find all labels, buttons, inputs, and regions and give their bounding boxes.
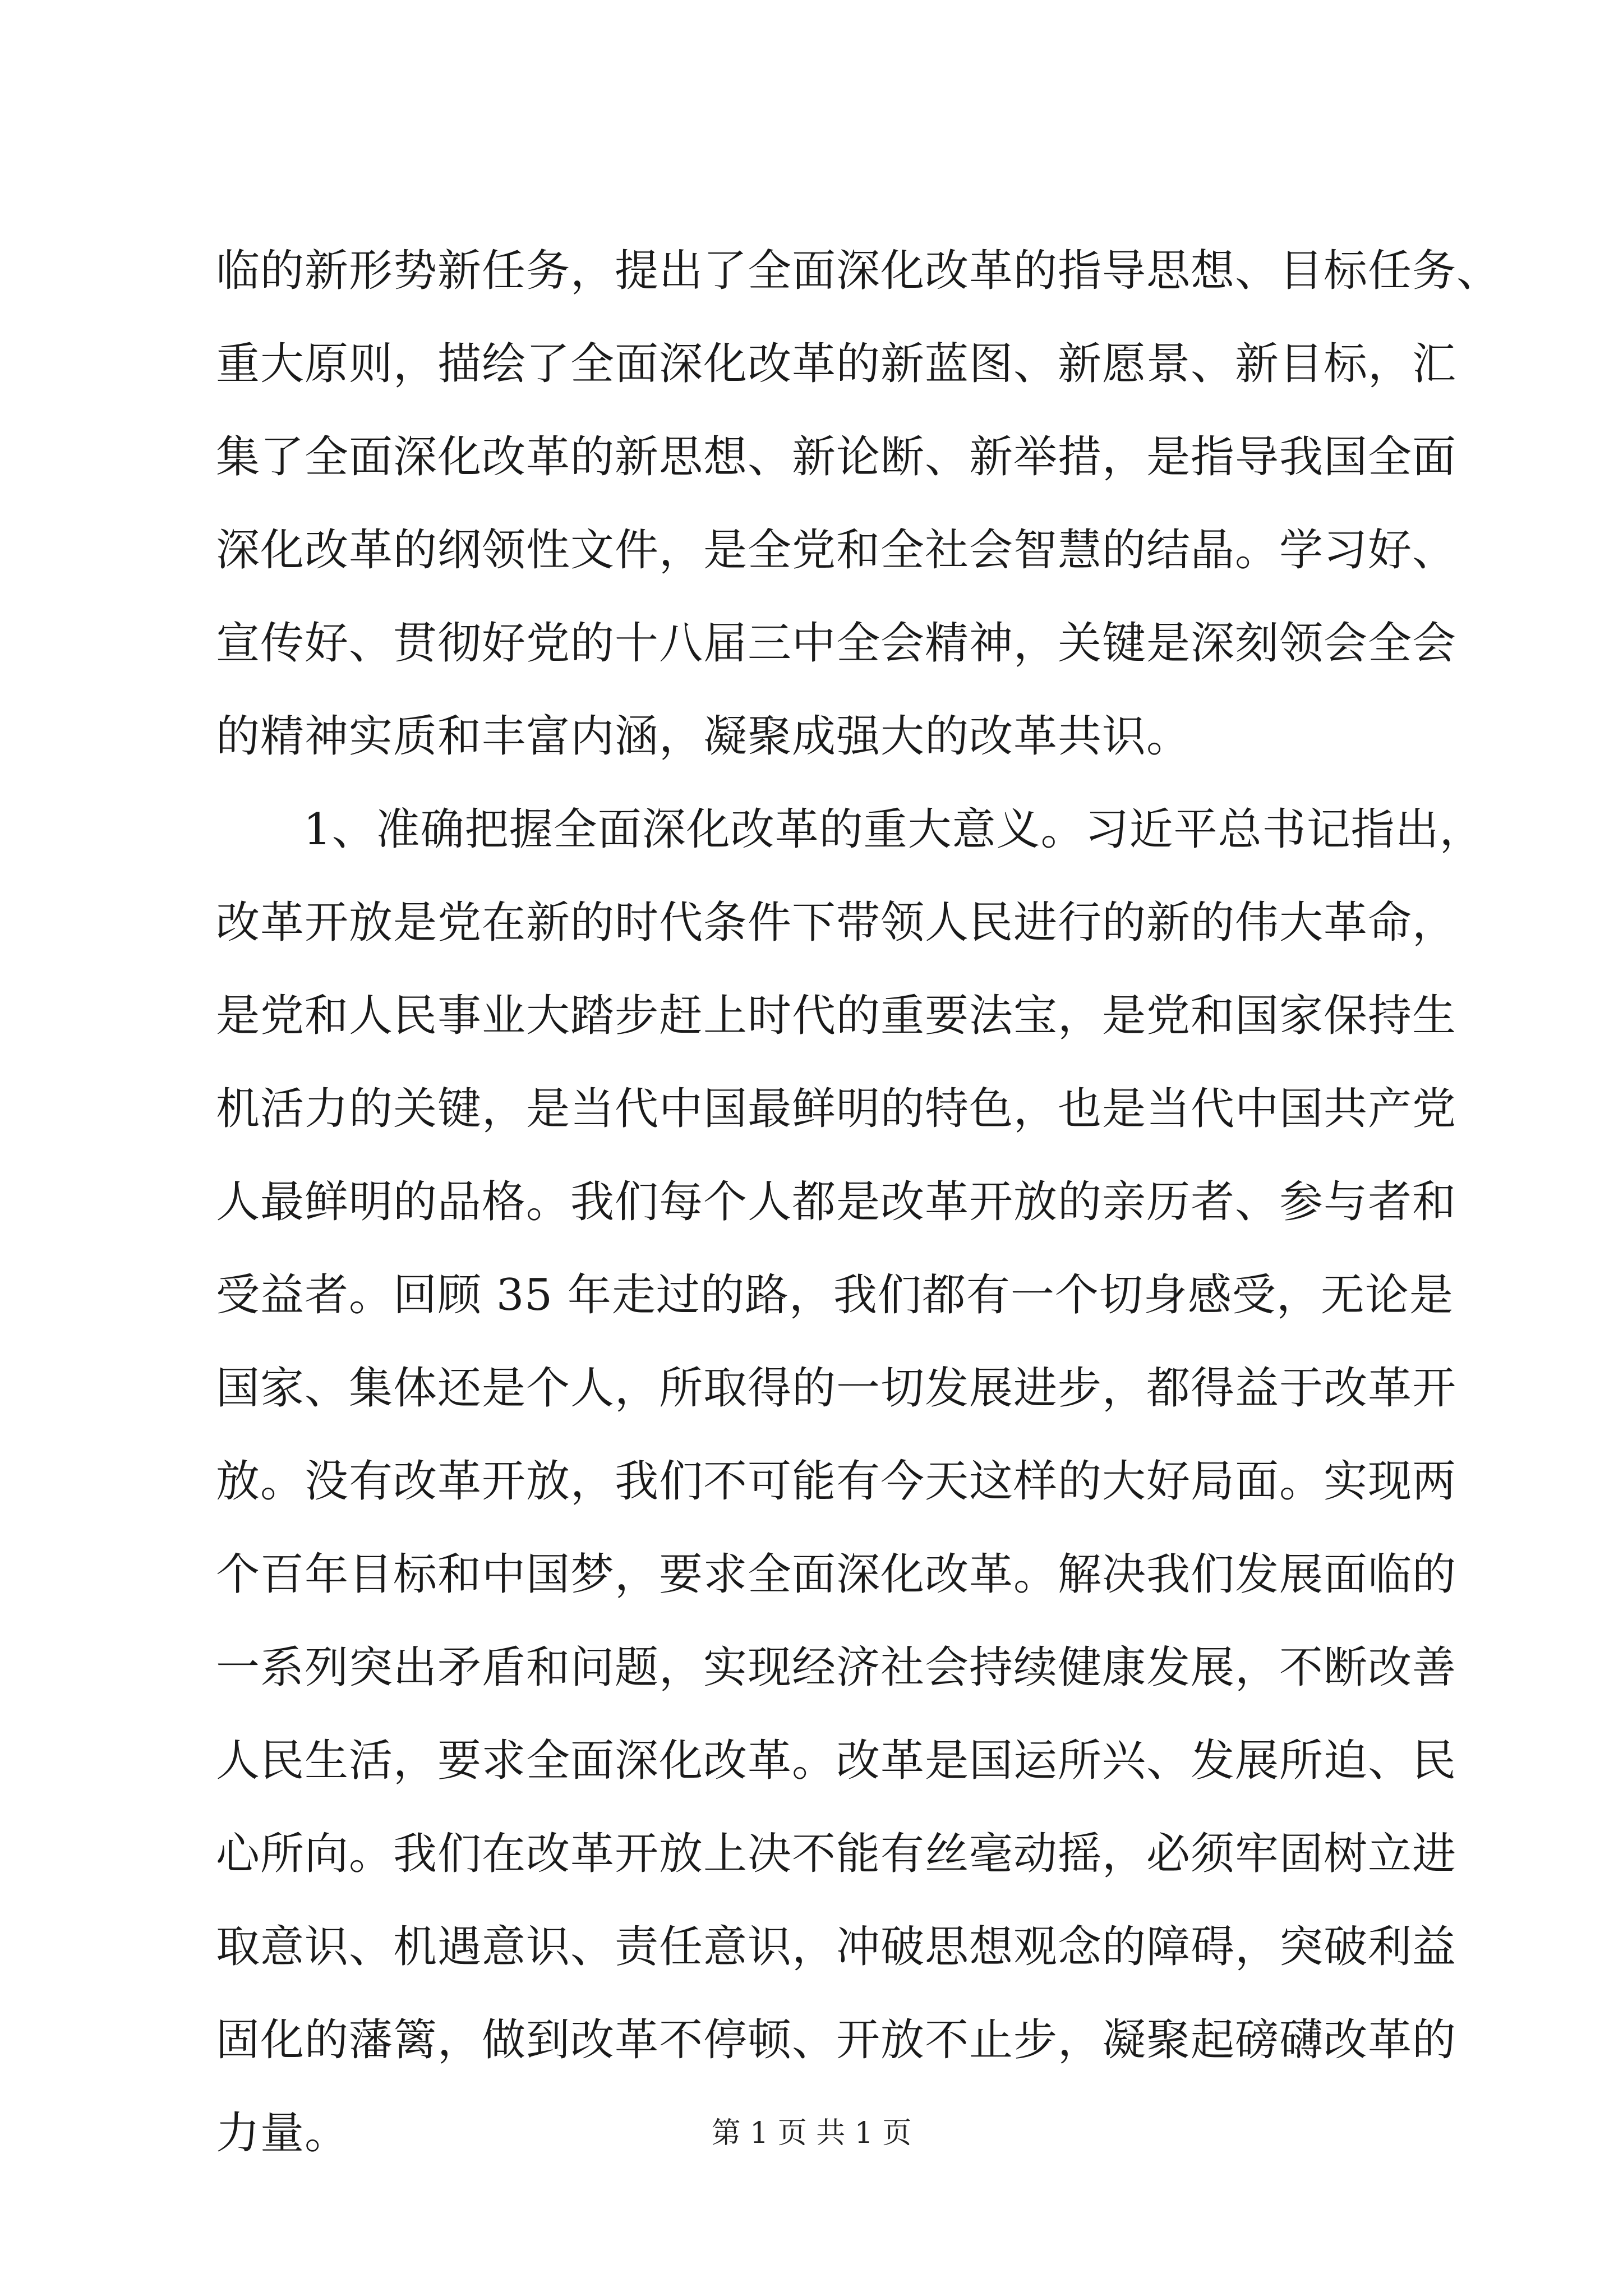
- paragraph-1-line-6: 的精神实质和丰富内涵，凝聚成强大的改革共识。: [216, 711, 1191, 762]
- page-footer: [0, 2114, 1623, 2153]
- paragraph-2-line-10: 一系列突出矛盾和问题，实现经济社会持续健康发展，不断改善: [216, 1642, 1457, 1693]
- paragraph-1-line-1: 临的新形势新任务，提出了全面深化改革的指导思想、目标任务、: [216, 246, 1501, 296]
- paragraph-1-line-3: 集了全面深化改革的新思想、新论断、新举措，是指导我国全面: [216, 432, 1457, 482]
- paragraph-2-line-8: 放。没有改革开放，我们不可能有今天这样的大好局面。实现两: [216, 1456, 1457, 1507]
- paragraph-2-line-5: 人最鲜明的品格。我们每个人都是改革开放的亲历者、参与者和: [216, 1177, 1457, 1227]
- paragraph-2-line-2: 改革开放是党在新的时代条件下带领人民进行的新的伟大革命，: [216, 898, 1457, 948]
- paragraph-2-line-14: 固化的藩篱，做到改革不停顿、开放不止步，凝聚起磅礴改革的: [216, 2015, 1457, 2065]
- paragraph-2-line-1: 1、准确把握全面深化改革的重大意义。习近平总书记指出，: [303, 804, 1484, 855]
- paragraph-1-line-4: 深化改革的纲领性文件，是全党和全社会智慧的结晶。学习好、: [216, 525, 1457, 576]
- paragraph-2-line-11: 人民生活，要求全面深化改革。改革是国运所兴、发展所迫、民: [216, 1736, 1457, 1786]
- page-number-label: 第 1 页 共 1 页: [711, 2116, 912, 2150]
- paragraph-2-line-9: 个百年目标和中国梦，要求全面深化改革。解决我们发展面临的: [216, 1549, 1457, 1600]
- paragraph-2-line-12: 心所向。我们在改革开放上决不能有丝毫动摇，必须牢固树立进: [216, 1829, 1457, 1879]
- paragraph-2-line-6: 受益者。回顾 35 年走过的路，我们都有一个切身感受，无论是: [216, 1270, 1454, 1320]
- paragraph-2-line-7: 国家、集体还是个人，所取得的一切发展进步，都得益于改革开: [216, 1363, 1457, 1414]
- document-body: [216, 224, 1501, 2180]
- paragraph-1-line-2: 重大原则，描绘了全面深化改革的新蓝图、新愿景、新目标，汇: [216, 339, 1457, 389]
- paragraph-2-line-13: 取意识、机遇意识、责任意识，冲破思想观念的障碍，突破利益: [216, 1922, 1457, 1972]
- paragraph-1-line-5: 宣传好、贯彻好党的十八届三中全会精神，关键是深刻领会全会: [216, 618, 1457, 669]
- paragraph-2-line-15: 力量。: [216, 2108, 349, 2159]
- paragraph-2-line-4: 机活力的关键，是当代中国最鲜明的特色，也是当代中国共产党: [216, 1084, 1457, 1134]
- paragraph-2-line-3: 是党和人民事业大踏步赶上时代的重要法宝，是党和国家保持生: [216, 991, 1457, 1041]
